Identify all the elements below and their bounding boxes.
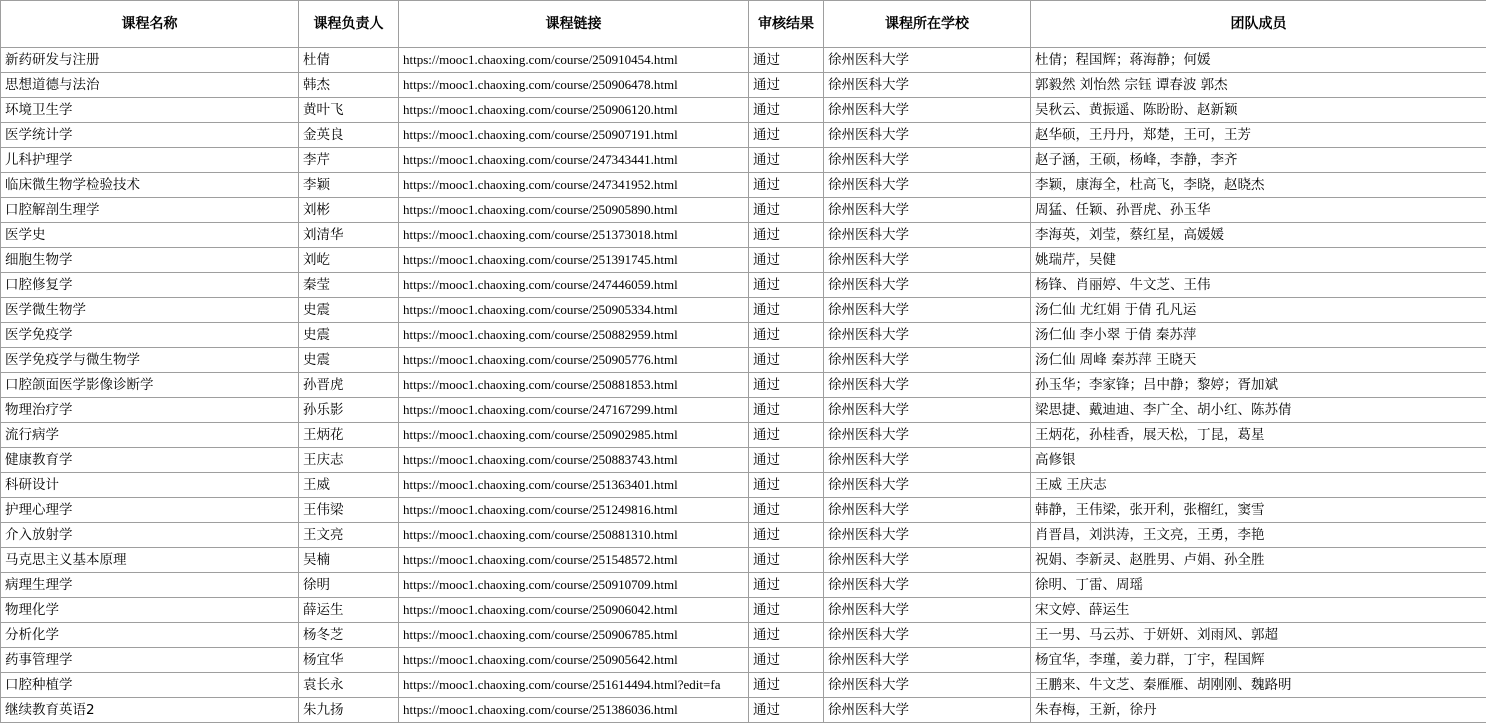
table-header xyxy=(1,1,1486,48)
cell-course-link[interactable]: https://mooc1.chaoxing.com/course/250902985.html xyxy=(399,423,749,448)
cell-course-leader[interactable]: 刘屹 xyxy=(299,248,399,273)
cell-review-result[interactable]: 通过 xyxy=(749,598,824,623)
cell-course-name[interactable]: 口腔种植学 xyxy=(1,673,299,698)
cell-review-result[interactable]: 通过 xyxy=(749,548,824,573)
cell-course-link[interactable]: https://mooc1.chaoxing.com/course/251386036.html xyxy=(399,698,749,723)
cell-course-name[interactable]: 流行病学 xyxy=(1,423,299,448)
cell-course-leader[interactable]: 徐明 xyxy=(299,573,399,598)
table-row xyxy=(1,598,1486,623)
header-row xyxy=(1,1,1486,48)
cell-course-leader[interactable]: 王文亮 xyxy=(299,523,399,548)
cell-school[interactable]: 徐州医科大学 xyxy=(824,673,1031,698)
cell-course-leader[interactable]: 史震 xyxy=(299,298,399,323)
cell-review-result[interactable]: 通过 xyxy=(749,648,824,673)
cell-course-link[interactable]: https://mooc1.chaoxing.com/course/250910454.html xyxy=(399,48,749,73)
cell-course-leader[interactable]: 薛运生 xyxy=(299,598,399,623)
cell-course-leader[interactable]: 史震 xyxy=(299,348,399,373)
cell-school[interactable]: 徐州医科大学 xyxy=(824,323,1031,348)
cell-team-members[interactable]: 赵华硕，王丹丹，郑楚，王可，王芳 xyxy=(1031,123,1486,148)
cell-course-leader[interactable]: 杜倩 xyxy=(299,48,399,73)
table-row xyxy=(1,573,1486,598)
cell-course-leader[interactable]: 李芹 xyxy=(299,148,399,173)
cell-team-members[interactable]: 徐明、丁雷、周瑶 xyxy=(1031,573,1486,598)
cell-school[interactable]: 徐州医科大学 xyxy=(824,498,1031,523)
cell-course-link[interactable]: https://mooc1.chaoxing.com/course/251391745.html xyxy=(399,248,749,273)
cell-course-link[interactable]: https://mooc1.chaoxing.com/course/250881853.html xyxy=(399,373,749,398)
cell-school[interactable]: 徐州医科大学 xyxy=(824,448,1031,473)
cell-review-result[interactable]: 通过 xyxy=(749,248,824,273)
cell-course-link[interactable]: https://mooc1.chaoxing.com/course/250906785.html xyxy=(399,623,749,648)
cell-team-members[interactable]: 王炳花，孙桂香，展天松，丁昆，葛星 xyxy=(1031,423,1486,448)
cell-team-members[interactable]: 赵子涵，王硕，杨峰，李静，李齐 xyxy=(1031,148,1486,173)
table-row xyxy=(1,198,1486,223)
cell-review-result[interactable]: 通过 xyxy=(749,323,824,348)
table-row xyxy=(1,548,1486,573)
cell-team-members[interactable]: 李海英，刘莹，蔡红星，高媛媛 xyxy=(1031,223,1486,248)
cell-course-name[interactable]: 临床微生物学检验技术 xyxy=(1,173,299,198)
cell-review-result[interactable]: 通过 xyxy=(749,198,824,223)
cell-review-result[interactable]: 通过 xyxy=(749,373,824,398)
cell-review-result[interactable]: 通过 xyxy=(749,573,824,598)
header-team-members[interactable]: 团队成员 xyxy=(1031,1,1486,48)
cell-team-members[interactable]: 姚瑞芹，吴健 xyxy=(1031,248,1486,273)
cell-school[interactable]: 徐州医科大学 xyxy=(824,223,1031,248)
cell-course-link[interactable]: https://mooc1.chaoxing.com/course/251548572.html xyxy=(399,548,749,573)
cell-course-leader[interactable]: 秦莹 xyxy=(299,273,399,298)
cell-course-leader[interactable]: 孙晋虎 xyxy=(299,373,399,398)
cell-course-name[interactable]: 介入放射学 xyxy=(1,523,299,548)
header-course-leader[interactable]: 课程负责人 xyxy=(299,1,399,48)
table-row xyxy=(1,248,1486,273)
cell-course-link[interactable]: https://mooc1.chaoxing.com/course/250881310.html xyxy=(399,523,749,548)
table-row xyxy=(1,623,1486,648)
cell-school[interactable]: 徐州医科大学 xyxy=(824,473,1031,498)
cell-course-leader[interactable]: 孙乐影 xyxy=(299,398,399,423)
table-row xyxy=(1,648,1486,673)
cell-team-members[interactable]: 宋文婷、薛运生 xyxy=(1031,598,1486,623)
cell-team-members[interactable]: 汤仁仙 尤红娟 于倩 孔凡运 xyxy=(1031,298,1486,323)
cell-course-leader[interactable]: 王炳花 xyxy=(299,423,399,448)
cell-course-leader[interactable]: 金英良 xyxy=(299,123,399,148)
cell-review-result[interactable]: 通过 xyxy=(749,398,824,423)
cell-course-link[interactable]: https://mooc1.chaoxing.com/course/250906478.html xyxy=(399,73,749,98)
cell-team-members[interactable]: 韩静，王伟梁，张开利，张榴红，窦雪 xyxy=(1031,498,1486,523)
cell-course-leader[interactable]: 杨宜华 xyxy=(299,648,399,673)
cell-course-link[interactable]: https://mooc1.chaoxing.com/course/250906120.html xyxy=(399,98,749,123)
cell-team-members[interactable]: 朱春梅，王新，徐丹 xyxy=(1031,698,1486,723)
cell-course-link[interactable]: https://mooc1.chaoxing.com/course/250882959.html xyxy=(399,323,749,348)
cell-course-name[interactable]: 医学免疫学 xyxy=(1,323,299,348)
cell-course-name[interactable]: 医学免疫学与微生物学 xyxy=(1,348,299,373)
cell-team-members[interactable]: 杨宜华，李瑾，姜力群，丁宇，程国辉 xyxy=(1031,648,1486,673)
cell-school[interactable]: 徐州医科大学 xyxy=(824,48,1031,73)
cell-review-result[interactable]: 通过 xyxy=(749,348,824,373)
cell-course-leader[interactable]: 史震 xyxy=(299,323,399,348)
cell-course-link[interactable]: https://mooc1.chaoxing.com/course/250905890.html xyxy=(399,198,749,223)
table-row xyxy=(1,173,1486,198)
cell-course-link[interactable]: https://mooc1.chaoxing.com/course/250906042.html xyxy=(399,598,749,623)
cell-school[interactable]: 徐州医科大学 xyxy=(824,173,1031,198)
cell-team-members[interactable]: 肖晋昌，刘洪涛，王文亮，王勇，李艳 xyxy=(1031,523,1486,548)
cell-school[interactable]: 徐州医科大学 xyxy=(824,348,1031,373)
cell-course-link[interactable]: https://mooc1.chaoxing.com/course/247341952.html xyxy=(399,173,749,198)
cell-school[interactable]: 徐州医科大学 xyxy=(824,623,1031,648)
cell-review-result[interactable]: 通过 xyxy=(749,298,824,323)
cell-course-link[interactable]: https://mooc1.chaoxing.com/course/250905776.html xyxy=(399,348,749,373)
cell-school[interactable]: 徐州医科大学 xyxy=(824,423,1031,448)
cell-course-leader[interactable]: 王威 xyxy=(299,473,399,498)
table-row xyxy=(1,698,1486,723)
cell-review-result[interactable]: 通过 xyxy=(749,123,824,148)
table-row xyxy=(1,448,1486,473)
cell-team-members[interactable]: 汤仁仙 周峰 秦苏萍 王晓天 xyxy=(1031,348,1486,373)
table-row xyxy=(1,673,1486,698)
cell-course-leader[interactable]: 李颖 xyxy=(299,173,399,198)
cell-review-result[interactable]: 通过 xyxy=(749,473,824,498)
cell-course-name[interactable]: 健康教育学 xyxy=(1,448,299,473)
table-row xyxy=(1,473,1486,498)
cell-course-leader[interactable]: 王庆志 xyxy=(299,448,399,473)
cell-course-name[interactable]: 新药研发与注册 xyxy=(1,48,299,73)
cell-review-result[interactable]: 通过 xyxy=(749,173,824,198)
cell-school[interactable]: 徐州医科大学 xyxy=(824,148,1031,173)
cell-course-link[interactable]: https://mooc1.chaoxing.com/course/247343441.html xyxy=(399,148,749,173)
cell-course-name[interactable]: 口腔解剖生理学 xyxy=(1,198,299,223)
cell-team-members[interactable]: 梁思捷、戴迪迪、李广全、胡小红、陈苏倩 xyxy=(1031,398,1486,423)
cell-team-members[interactable]: 王一男、马云苏、于妍妍、刘雨风、郭超 xyxy=(1031,623,1486,648)
cell-team-members[interactable]: 郭毅然 刘怡然 宗钰 谭春波 郭杰 xyxy=(1031,73,1486,98)
cell-course-leader[interactable]: 杨冬芝 xyxy=(299,623,399,648)
table-row xyxy=(1,348,1486,373)
cell-course-name[interactable]: 物理化学 xyxy=(1,598,299,623)
table-row xyxy=(1,48,1486,73)
cell-course-name[interactable]: 马克思主义基本原理 xyxy=(1,548,299,573)
cell-course-name[interactable]: 护理心理学 xyxy=(1,498,299,523)
cell-course-link[interactable]: https://mooc1.chaoxing.com/course/250883743.html xyxy=(399,448,749,473)
cell-school[interactable]: 徐州医科大学 xyxy=(824,98,1031,123)
cell-course-name[interactable]: 口腔修复学 xyxy=(1,273,299,298)
cell-team-members[interactable]: 吴秋云、黄振遥、陈盼盼、赵新颖 xyxy=(1031,98,1486,123)
cell-review-result[interactable]: 通过 xyxy=(749,673,824,698)
cell-course-link[interactable]: https://mooc1.chaoxing.com/course/251614494.html?edit=fa xyxy=(399,673,749,698)
table-row xyxy=(1,273,1486,298)
cell-review-result[interactable]: 通过 xyxy=(749,698,824,723)
table-row xyxy=(1,523,1486,548)
cell-course-name[interactable]: 思想道德与法治 xyxy=(1,73,299,98)
cell-course-leader[interactable]: 韩杰 xyxy=(299,73,399,98)
cell-course-link[interactable]: https://mooc1.chaoxing.com/course/250905642.html xyxy=(399,648,749,673)
cell-course-leader[interactable]: 袁长永 xyxy=(299,673,399,698)
cell-course-link[interactable]: https://mooc1.chaoxing.com/course/251249816.html xyxy=(399,498,749,523)
header-course-link[interactable]: 课程链接 xyxy=(399,1,749,48)
cell-course-link[interactable]: https://mooc1.chaoxing.com/course/247167299.html xyxy=(399,398,749,423)
cell-course-name[interactable]: 医学统计学 xyxy=(1,123,299,148)
cell-school[interactable]: 徐州医科大学 xyxy=(824,523,1031,548)
cell-course-name[interactable]: 儿科护理学 xyxy=(1,148,299,173)
cell-review-result[interactable]: 通过 xyxy=(749,98,824,123)
cell-school[interactable]: 徐州医科大学 xyxy=(824,73,1031,98)
cell-course-name[interactable]: 病理生理学 xyxy=(1,573,299,598)
cell-course-name[interactable]: 科研设计 xyxy=(1,473,299,498)
cell-team-members[interactable]: 王鹏来、牛文芝、秦雁雁、胡刚刚、魏路明 xyxy=(1031,673,1486,698)
table-body xyxy=(1,48,1486,723)
cell-team-members[interactable]: 孙玉华；李家锋；吕中静；黎婷；胥加斌 xyxy=(1031,373,1486,398)
cell-school[interactable]: 徐州医科大学 xyxy=(824,573,1031,598)
cell-course-leader[interactable]: 黄叶飞 xyxy=(299,98,399,123)
cell-review-result[interactable]: 通过 xyxy=(749,623,824,648)
cell-course-link[interactable]: https://mooc1.chaoxing.com/course/247446059.html xyxy=(399,273,749,298)
cell-review-result[interactable]: 通过 xyxy=(749,523,824,548)
cell-course-leader[interactable]: 刘彬 xyxy=(299,198,399,223)
cell-school[interactable]: 徐州医科大学 xyxy=(824,273,1031,298)
cell-review-result[interactable]: 通过 xyxy=(749,148,824,173)
table-row xyxy=(1,298,1486,323)
cell-team-members[interactable]: 李颖，康海全，杜高飞，李晓，赵晓杰 xyxy=(1031,173,1486,198)
cell-course-link[interactable]: https://mooc1.chaoxing.com/course/250910709.html xyxy=(399,573,749,598)
cell-team-members[interactable]: 杨锋、肖丽婷、牛文芝、王伟 xyxy=(1031,273,1486,298)
cell-school[interactable]: 徐州医科大学 xyxy=(824,698,1031,723)
cell-school[interactable]: 徐州医科大学 xyxy=(824,598,1031,623)
cell-course-link[interactable]: https://mooc1.chaoxing.com/course/251373018.html xyxy=(399,223,749,248)
cell-team-members[interactable]: 周猛、任颖、孙晋虎、孙玉华 xyxy=(1031,198,1486,223)
cell-course-leader[interactable]: 吴楠 xyxy=(299,548,399,573)
header-course-name[interactable]: 课程名称 xyxy=(1,1,299,48)
cell-course-leader[interactable]: 朱九扬 xyxy=(299,698,399,723)
cell-review-result[interactable]: 通过 xyxy=(749,448,824,473)
cell-school[interactable]: 徐州医科大学 xyxy=(824,548,1031,573)
cell-school[interactable]: 徐州医科大学 xyxy=(824,248,1031,273)
cell-course-name[interactable]: 分析化学 xyxy=(1,623,299,648)
cell-review-result[interactable]: 通过 xyxy=(749,498,824,523)
cell-course-leader[interactable]: 王伟梁 xyxy=(299,498,399,523)
cell-team-members[interactable]: 高修银 xyxy=(1031,448,1486,473)
cell-review-result[interactable]: 通过 xyxy=(749,48,824,73)
cell-course-name[interactable]: 医学史 xyxy=(1,223,299,248)
header-school[interactable]: 课程所在学校 xyxy=(824,1,1031,48)
cell-course-leader[interactable]: 刘清华 xyxy=(299,223,399,248)
cell-school[interactable]: 徐州医科大学 xyxy=(824,373,1031,398)
table-row xyxy=(1,73,1486,98)
cell-school[interactable]: 徐州医科大学 xyxy=(824,398,1031,423)
cell-course-link[interactable]: https://mooc1.chaoxing.com/course/250905334.html xyxy=(399,298,749,323)
cell-team-members[interactable]: 王威 王庆志 xyxy=(1031,473,1486,498)
cell-course-link[interactable]: https://mooc1.chaoxing.com/course/251363401.html xyxy=(399,473,749,498)
cell-course-name[interactable]: 药事管理学 xyxy=(1,648,299,673)
cell-school[interactable]: 徐州医科大学 xyxy=(824,648,1031,673)
cell-review-result[interactable]: 通过 xyxy=(749,223,824,248)
cell-team-members[interactable]: 杜倩；程国辉；蒋海静；何媛 xyxy=(1031,48,1486,73)
cell-school[interactable]: 徐州医科大学 xyxy=(824,298,1031,323)
table-row xyxy=(1,498,1486,523)
table-row xyxy=(1,123,1486,148)
cell-team-members[interactable]: 汤仁仙 李小翠 于倩 秦苏萍 xyxy=(1031,323,1486,348)
table-row xyxy=(1,148,1486,173)
cell-course-name[interactable]: 医学微生物学 xyxy=(1,298,299,323)
cell-review-result[interactable]: 通过 xyxy=(749,423,824,448)
table-row xyxy=(1,423,1486,448)
cell-course-name[interactable]: 细胞生物学 xyxy=(1,248,299,273)
cell-course-name[interactable]: 继续教育英语2 xyxy=(1,698,299,723)
cell-review-result[interactable]: 通过 xyxy=(749,73,824,98)
cell-team-members[interactable]: 祝娟、李新灵、赵胜男、卢娟、孙全胜 xyxy=(1031,548,1486,573)
cell-course-name[interactable]: 物理治疗学 xyxy=(1,398,299,423)
table-row xyxy=(1,398,1486,423)
table-row xyxy=(1,98,1486,123)
table-row xyxy=(1,223,1486,248)
cell-school[interactable]: 徐州医科大学 xyxy=(824,123,1031,148)
header-review-result[interactable]: 审核结果 xyxy=(749,1,824,48)
cell-course-name[interactable]: 口腔颌面医学影像诊断学 xyxy=(1,373,299,398)
table-row xyxy=(1,323,1486,348)
cell-course-link[interactable]: https://mooc1.chaoxing.com/course/250907191.html xyxy=(399,123,749,148)
table-row xyxy=(1,373,1486,398)
cell-school[interactable]: 徐州医科大学 xyxy=(824,198,1031,223)
cell-course-name[interactable]: 环境卫生学 xyxy=(1,98,299,123)
cell-review-result[interactable]: 通过 xyxy=(749,273,824,298)
